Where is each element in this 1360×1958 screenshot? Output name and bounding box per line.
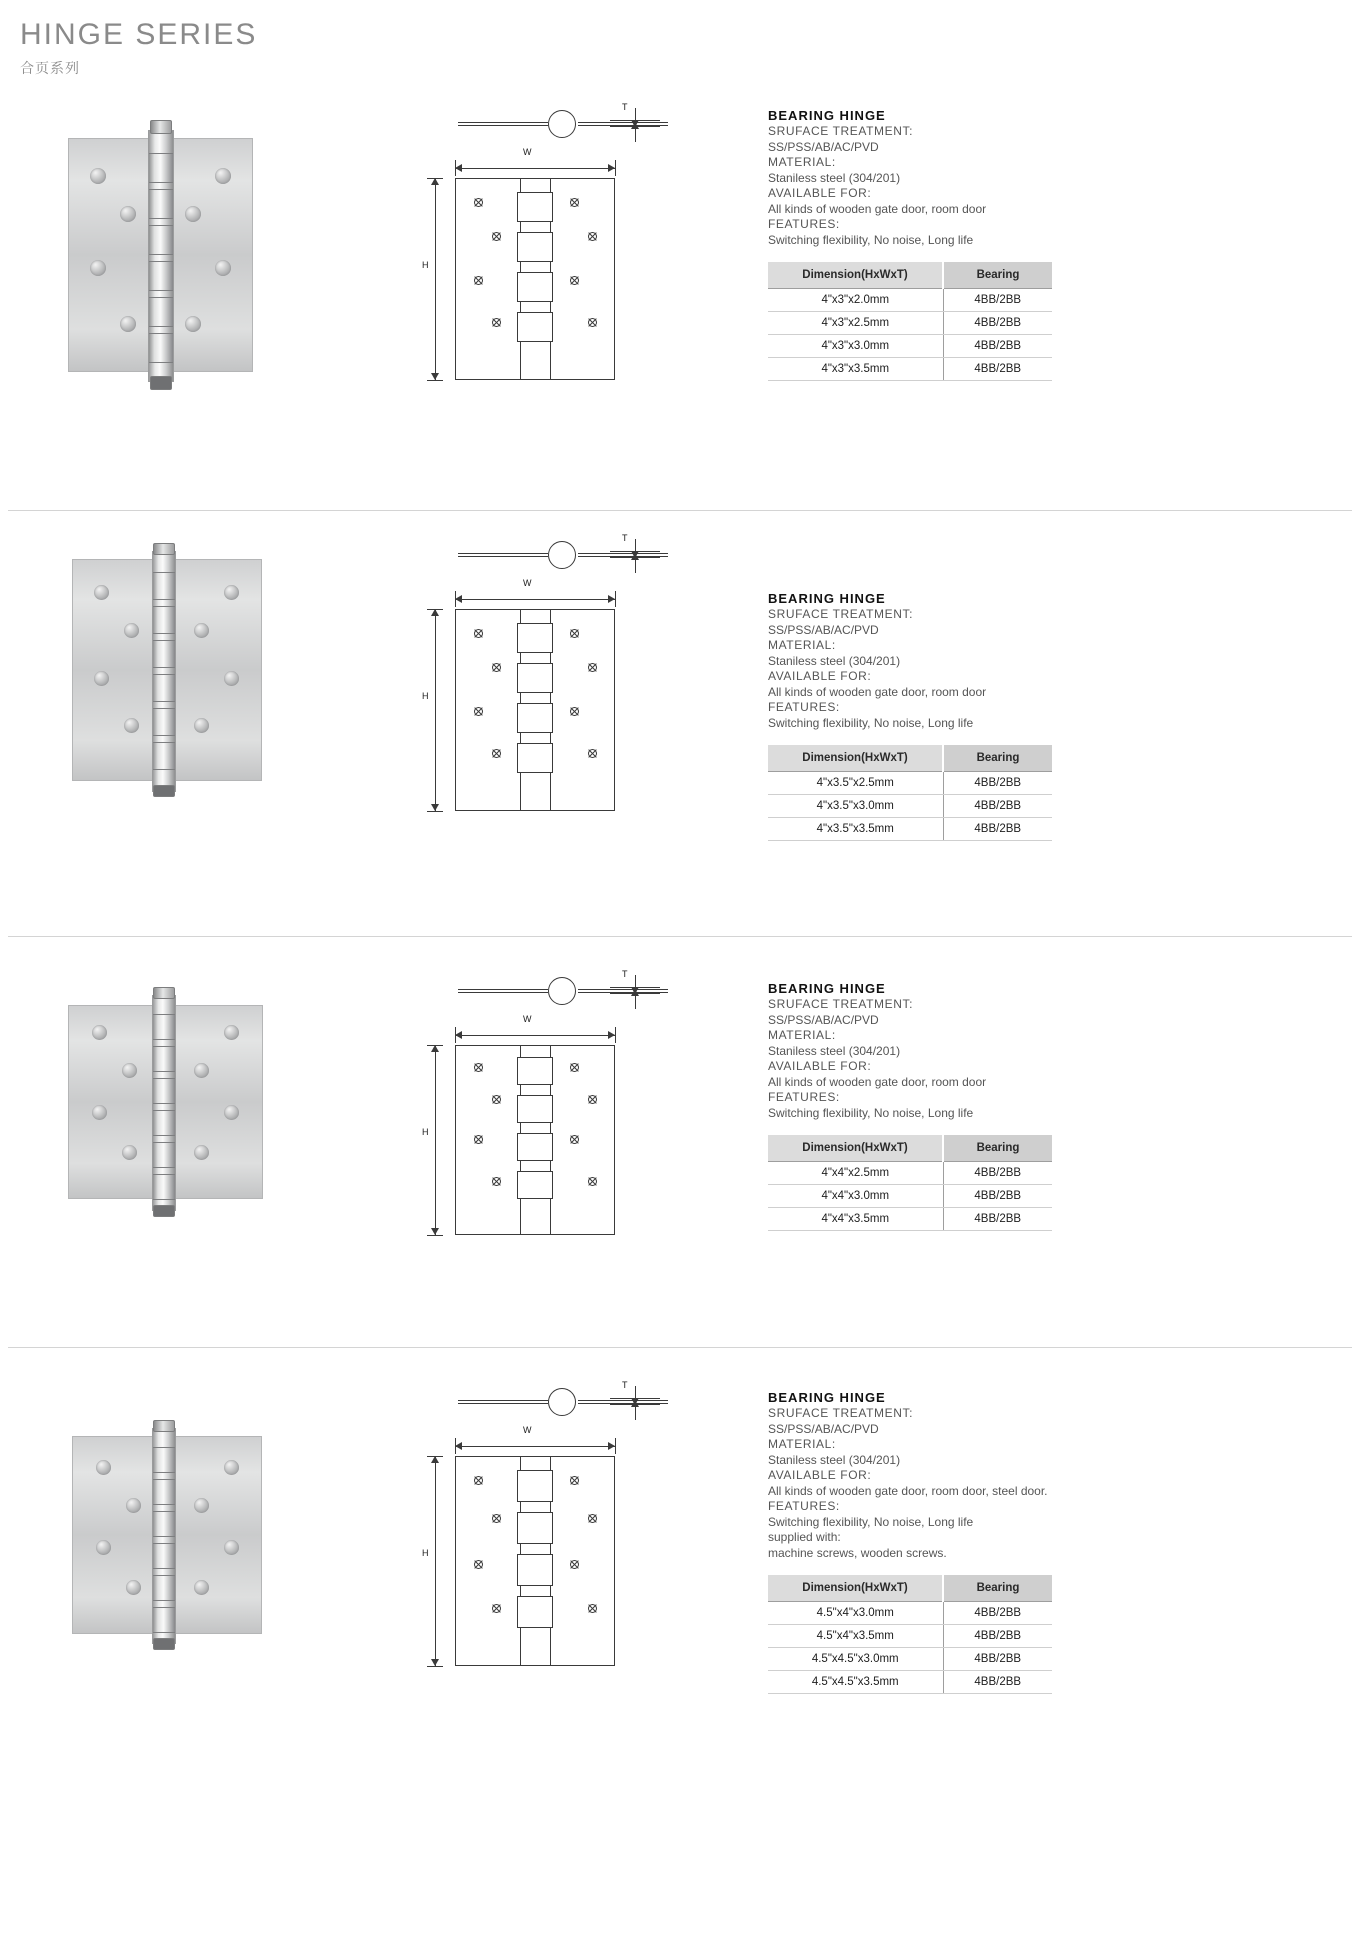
drawing-label-t: T bbox=[622, 969, 628, 979]
hinge-spec-container bbox=[760, 1378, 1360, 1694]
hinge-knuckle-stack bbox=[152, 995, 176, 1211]
available-for-label: AVAILABLE FOR: bbox=[768, 1059, 872, 1073]
surface-treatment-label: SRUFACE TREATMENT: bbox=[768, 997, 914, 1011]
column-header-bearing: Bearing bbox=[943, 262, 1052, 289]
spec-table bbox=[768, 1135, 1052, 1231]
cell-dimension: 4.5"x4"x3.5mm bbox=[768, 1625, 943, 1648]
features-value: Switching flexibility, No noise, Long life bbox=[768, 715, 974, 730]
cell-dimension: 4"x3"x3.0mm bbox=[768, 335, 943, 358]
cell-bearing: 4BB/2BB bbox=[943, 1671, 1052, 1694]
cell-bearing: 4BB/2BB bbox=[943, 772, 1052, 795]
surface-treatment-label: SRUFACE TREATMENT: bbox=[768, 1406, 914, 1420]
drawing-label-w: W bbox=[523, 1425, 532, 1435]
column-header-bearing: Bearing bbox=[943, 1575, 1052, 1602]
available-for-label: AVAILABLE FOR: bbox=[768, 669, 872, 683]
hinge-knuckle-stack bbox=[148, 130, 174, 382]
cell-bearing: 4BB/2BB bbox=[943, 289, 1052, 312]
cell-dimension: 4"x3"x2.0mm bbox=[768, 289, 943, 312]
hinge-spec-container bbox=[760, 100, 1360, 381]
hinge-section bbox=[0, 531, 1360, 876]
cell-bearing: 4BB/2BB bbox=[943, 1648, 1052, 1671]
features-value: Switching flexibility, No noise, Long life bbox=[768, 1105, 974, 1120]
table-row bbox=[768, 1648, 1052, 1671]
column-header-dimension: Dimension(HxWxT) bbox=[768, 262, 943, 289]
available-for-value: All kinds of wooden gate door, room door bbox=[768, 1074, 987, 1089]
cell-bearing: 4BB/2BB bbox=[943, 312, 1052, 335]
cell-dimension: 4.5"x4.5"x3.5mm bbox=[768, 1671, 943, 1694]
cell-bearing: 4BB/2BB bbox=[943, 795, 1052, 818]
hinge-spec-container bbox=[760, 959, 1360, 1231]
surface-treatment-label: SRUFACE TREATMENT: bbox=[768, 607, 914, 621]
cell-bearing: 4BB/2BB bbox=[943, 1162, 1052, 1185]
spec-title: BEARING HINGE bbox=[768, 108, 886, 123]
hinge-section bbox=[0, 100, 1360, 440]
table-header-row bbox=[768, 262, 1052, 289]
hinge-technical-drawing bbox=[422, 967, 760, 1257]
table-row bbox=[768, 772, 1052, 795]
cell-bearing: 4BB/2BB bbox=[943, 1208, 1052, 1231]
hinge-photo bbox=[72, 543, 262, 798]
cell-bearing: 4BB/2BB bbox=[943, 818, 1052, 841]
features-label: FEATURES: bbox=[768, 700, 840, 714]
material-value: Staniless steel (304/201) bbox=[768, 1452, 901, 1467]
hinge-knuckle-stack bbox=[152, 1428, 176, 1644]
table-header-row bbox=[768, 1575, 1052, 1602]
cell-bearing: 4BB/2BB bbox=[943, 1185, 1052, 1208]
surface-treatment-value: SS/PSS/AB/AC/PVD bbox=[768, 139, 879, 154]
table-row bbox=[768, 1625, 1052, 1648]
hinge-technical-drawing bbox=[422, 531, 760, 821]
cell-dimension: 4.5"x4.5"x3.0mm bbox=[768, 1648, 943, 1671]
column-header-bearing: Bearing bbox=[943, 745, 1052, 772]
table-header-row bbox=[768, 1135, 1052, 1162]
hinge-spec-container bbox=[760, 531, 1360, 841]
features-label: FEATURES: bbox=[768, 1090, 840, 1104]
cell-bearing: 4BB/2BB bbox=[943, 1625, 1052, 1648]
spec-title: BEARING HINGE bbox=[768, 1390, 886, 1405]
material-label: MATERIAL: bbox=[768, 1028, 836, 1042]
hinge-photo bbox=[72, 1420, 262, 1650]
page-title: HINGE SERIES bbox=[20, 18, 258, 51]
cell-bearing: 4BB/2BB bbox=[943, 358, 1052, 381]
hinge-section bbox=[0, 1378, 1360, 1738]
hinge-technical-drawing bbox=[422, 100, 760, 390]
spec-table bbox=[768, 745, 1052, 841]
drawing-label-h: H bbox=[422, 1548, 429, 1558]
drawing-label-w: W bbox=[523, 147, 532, 157]
material-label: MATERIAL: bbox=[768, 638, 836, 652]
features-value: Switching flexibility, No noise, Long life bbox=[768, 232, 974, 247]
spec-table bbox=[768, 262, 1052, 381]
cell-dimension: 4"x4"x2.5mm bbox=[768, 1162, 943, 1185]
surface-treatment-value: SS/PSS/AB/AC/PVD bbox=[768, 1012, 879, 1027]
available-for-value: All kinds of wooden gate door, room door bbox=[768, 684, 987, 699]
material-value: Staniless steel (304/201) bbox=[768, 170, 901, 185]
features-label: FEATURES: bbox=[768, 1499, 840, 1513]
features-label: FEATURES: bbox=[768, 217, 840, 231]
material-label: MATERIAL: bbox=[768, 1437, 836, 1451]
cell-dimension: 4"x3"x3.5mm bbox=[768, 358, 943, 381]
cell-bearing: 4BB/2BB bbox=[943, 1602, 1052, 1625]
section-divider bbox=[8, 510, 1352, 511]
supplied-with-label: supplied with: bbox=[768, 1530, 841, 1544]
drawing-label-h: H bbox=[422, 260, 429, 270]
cell-dimension: 4"x3"x2.5mm bbox=[768, 312, 943, 335]
table-row bbox=[768, 312, 1052, 335]
table-row bbox=[768, 358, 1052, 381]
drawing-label-t: T bbox=[622, 533, 628, 543]
cell-dimension: 4.5"x4"x3.0mm bbox=[768, 1602, 943, 1625]
page-header bbox=[0, 0, 1360, 78]
table-row bbox=[768, 1208, 1052, 1231]
column-header-bearing: Bearing bbox=[943, 1135, 1052, 1162]
table-row bbox=[768, 289, 1052, 312]
column-header-dimension: Dimension(HxWxT) bbox=[768, 1135, 943, 1162]
table-row bbox=[768, 1602, 1052, 1625]
drawing-label-h: H bbox=[422, 691, 429, 701]
available-for-label: AVAILABLE FOR: bbox=[768, 186, 872, 200]
cell-dimension: 4"x4"x3.5mm bbox=[768, 1208, 943, 1231]
drawing-label-w: W bbox=[523, 578, 532, 588]
cell-dimension: 4"x3.5"x3.0mm bbox=[768, 795, 943, 818]
cell-dimension: 4"x3.5"x3.5mm bbox=[768, 818, 943, 841]
drawing-label-t: T bbox=[622, 1380, 628, 1390]
table-row bbox=[768, 335, 1052, 358]
cell-bearing: 4BB/2BB bbox=[943, 335, 1052, 358]
table-row bbox=[768, 1185, 1052, 1208]
supplied-with-value: machine screws, wooden screws. bbox=[768, 1545, 947, 1560]
material-value: Staniless steel (304/201) bbox=[768, 1043, 901, 1058]
hinge-photo bbox=[68, 987, 263, 1217]
available-for-value: All kinds of wooden gate door, room door, steel door. bbox=[768, 1483, 1048, 1498]
table-row bbox=[768, 795, 1052, 818]
material-label: MATERIAL: bbox=[768, 155, 836, 169]
cell-dimension: 4"x3.5"x2.5mm bbox=[768, 772, 943, 795]
spec-table bbox=[768, 1575, 1052, 1694]
hinge-technical-drawing bbox=[422, 1378, 760, 1678]
available-for-label: AVAILABLE FOR: bbox=[768, 1468, 872, 1482]
table-row bbox=[768, 818, 1052, 841]
available-for-value: All kinds of wooden gate door, room door bbox=[768, 201, 987, 216]
drawing-label-w: W bbox=[523, 1014, 532, 1024]
drawing-label-t: T bbox=[622, 102, 628, 112]
surface-treatment-label: SRUFACE TREATMENT: bbox=[768, 124, 914, 138]
features-value: Switching flexibility, No noise, Long life bbox=[768, 1514, 974, 1529]
surface-treatment-value: SS/PSS/AB/AC/PVD bbox=[768, 1421, 879, 1436]
cell-dimension: 4"x4"x3.0mm bbox=[768, 1185, 943, 1208]
section-divider bbox=[8, 1347, 1352, 1348]
table-row bbox=[768, 1162, 1052, 1185]
column-header-dimension: Dimension(HxWxT) bbox=[768, 745, 943, 772]
spec-title: BEARING HINGE bbox=[768, 591, 886, 606]
page-subtitle: 合页系列 bbox=[20, 60, 80, 76]
surface-treatment-value: SS/PSS/AB/AC/PVD bbox=[768, 622, 879, 637]
hinge-section bbox=[0, 959, 1360, 1309]
hinge-photo bbox=[68, 120, 253, 390]
column-header-dimension: Dimension(HxWxT) bbox=[768, 1575, 943, 1602]
drawing-label-h: H bbox=[422, 1127, 429, 1137]
hinge-knuckle-stack bbox=[152, 551, 176, 792]
section-divider bbox=[8, 936, 1352, 937]
table-header-row bbox=[768, 745, 1052, 772]
table-row bbox=[768, 1671, 1052, 1694]
spec-title: BEARING HINGE bbox=[768, 981, 886, 996]
material-value: Staniless steel (304/201) bbox=[768, 653, 901, 668]
